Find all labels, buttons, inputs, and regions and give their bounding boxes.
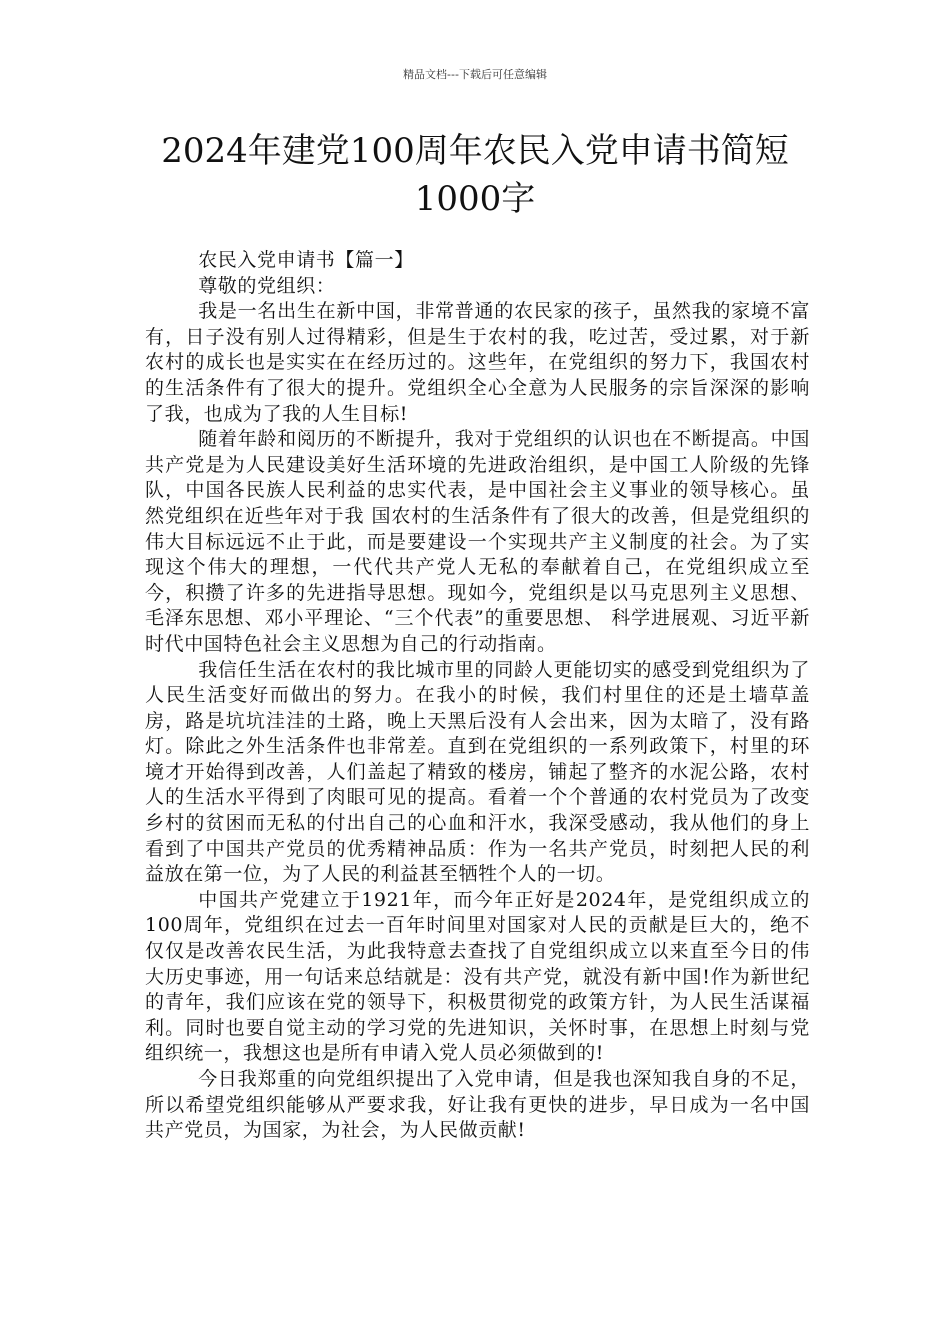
paragraph-5: 今日我郑重的向党组织提出了入党申请，但是我也深知我自身的不足，所以希望党组织能够从严要求我，好让我有更快的进步，早日成为一名中国共产党员，为国家，为社会，为人民做贡献! bbox=[145, 1068, 810, 1142]
paragraph-4: 中国共产党建立于1921年，而今年正好是2024年，是党组织成立的100周年，党组织在过去一百年时间里对国家对人民的贡献是巨大的，绝不仅仅是改善农民生活，为此我特意去查找了自党组织成立以来直至今日的伟大历史事迹，用一句话来总结就是：没有共产党，就没有新中国!作为新世纪的青年，我们应该在党的领导下，积极贯彻党的政策方针，为人民生活谋福利。同时也要自觉主动的学习党的先进知识，关怀时事，在思想上时刻与党组织统一，我想这也是所有申请入党人员必须做到的! bbox=[145, 888, 810, 1065]
page-header: 精品文档---下载后可任意编辑 bbox=[403, 68, 547, 81]
salutation: 尊敬的党组织： bbox=[198, 274, 336, 297]
section-heading: 农民入党申请书【篇一】 bbox=[198, 249, 414, 271]
document-title: 2024年建党100周年农民入党申请书简短1000字 bbox=[161, 131, 789, 219]
paragraph-1: 我是一名出生在新中国，非常普通的农民家的孩子，虽然我的家境不富有，日子没有别人过得精彩，但是生于农村的我，吃过苦，受过累，对于新农村的成长也是实实在在经历过的。这些年，在党组织的努力下，我国农村的生活条件有了很大的提升。党组织全心全意为人民服务的宗旨深深的影响了我，也成为了我的人生目标! bbox=[145, 300, 810, 425]
paragraph-3: 我信任生活在农村的我比城市里的同龄人更能切实的感受到党组织为了人民生活变好而做出的努力。在我小的时候，我们村里住的还是土墙草盖房，路是坑坑洼洼的土路，晚上天黑后没有人会出来，因为太暗了，没有路灯。除此之外生活条件也非常差。直到在党组织的一系列政策下，村里的环境才开始得到改善，人们盖起了精致的楼房，铺起了整齐的水泥公路，农村人的生活水平得到了肉眼可见的提高。看着一个个普通的农村党员为了改变乡村的贫困而无私的付出自己的心血和汗水，我深受感动，我从他们的身上看到了中国共产党员的优秀精神品质：作为一名共产党员，时刻把人民的利益放在第一位，为了人民的利益甚至牺牲个人的一切。 bbox=[145, 658, 810, 886]
document-body bbox=[145, 248, 810, 1144]
paragraph-2: 随着年龄和阅历的不断提升，我对于党组织的认识也在不断提高。中国共产党是为人民建设美好生活环境的先进政治组织，是中国工人阶级的先锋队，中国各民族人民利益的忠实代表，是中国社会主义事业的领导核心。虽然党组织在近些年对于我 国农村的生活条件有了很大的改善，但是党组织的伟大目标远远不止于此，而是要建设一个实现共产主义制度的社会。为了实现这个伟大的理想，一代代共产党人无私的奉献着自己，在党组织成立至今，积攒了许多的先进指导思想。现如今，党组织是以马克思列主义思想、毛泽东思想、邓小平理论、“三个代表”的重要思想、 科学进展观、习近平新时代中国特色社会主义思想为自己的行动指南。 bbox=[145, 428, 810, 655]
